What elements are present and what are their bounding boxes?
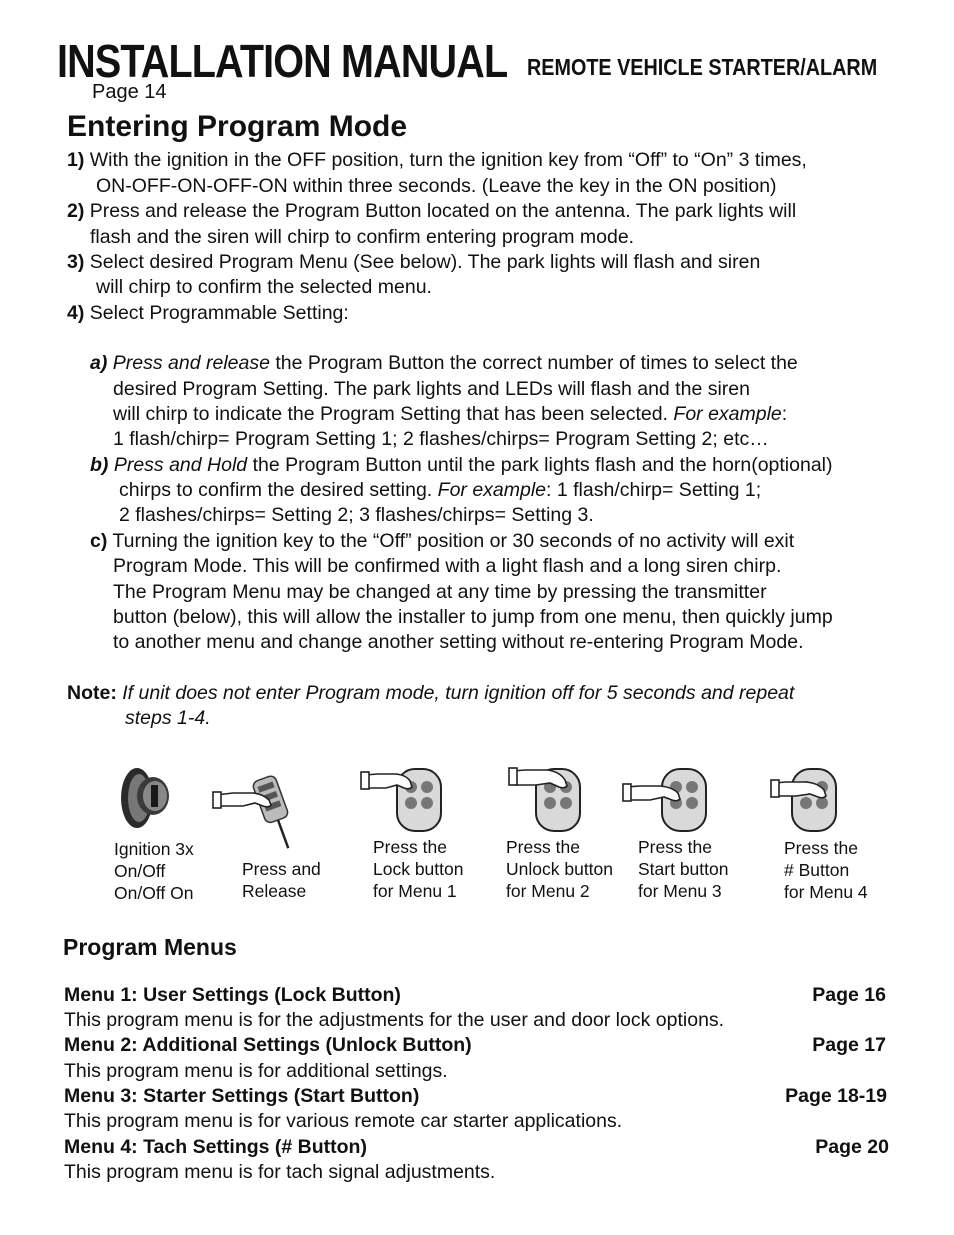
remote-hash-icon — [770, 765, 860, 833]
step-2-line-2: flash and the siren will chirp to confirm entering program mode. — [90, 226, 635, 248]
substep-b-line-3: 2 flashes/chirps= Setting 2; 3 flashes/chirps= Setting 3. — [119, 504, 594, 526]
step-4-line-1: 4) Select Programmable Setting: — [67, 302, 349, 324]
page-number: Page 14 — [92, 81, 167, 103]
ignition-key-icon — [115, 765, 175, 829]
substep-c-line-1: c) Turning the ignition key to the “Off” position or 30 seconds of no activity will exit — [90, 530, 795, 552]
step-2-line-1: 2) Press and release the Program Button located on the antenna. The park lights will — [67, 200, 797, 222]
menu-2-desc: This program menu is for additional settings. — [64, 1060, 448, 1082]
substep-a-line-3: will chirp to indicate the Program Setting that has been selected. For example: — [113, 403, 788, 425]
substep-a-line-4: 1 flash/chirp= Program Setting 1; 2 flashes/chirps= Program Setting 2; etc… — [113, 428, 769, 450]
step-1-line-1: 1) With the ignition in the OFF position, turn the ignition key from “Off” to “On” 3 times, — [67, 149, 807, 171]
caption-start: Press the Start button for Menu 3 — [638, 837, 729, 901]
menu-4-name: Menu 4: Tach Settings (# Button) — [64, 1136, 367, 1158]
substep-c-line-5: to another menu and change another setting without re-entering Program Mode. — [113, 631, 804, 653]
note-line-1: Note: If unit does not enter Program mode, turn ignition off for 5 seconds and repeat — [67, 682, 795, 704]
press-antenna-icon — [213, 773, 313, 855]
menu-1-desc: This program menu is for the adjustments for the user and door lock options. — [64, 1009, 725, 1031]
substep-c-line-2: Program Mode. This will be confirmed with a light flash and a long siren chirp. — [113, 555, 782, 577]
step-1-line-2: ON-OFF-ON-OFF-ON within three seconds. (Leave the key in the ON position) — [96, 175, 777, 197]
remote-start-icon — [622, 765, 712, 833]
menu-2-page: Page 17 — [812, 1034, 886, 1056]
caption-press-release: Press and Release — [242, 859, 321, 901]
program-menus-title: Program Menus — [63, 934, 237, 960]
menu-1-page: Page 16 — [812, 984, 886, 1006]
substep-c-line-4: button (below), this will allow the installer to jump from one menu, then quickly jump — [113, 606, 833, 628]
remote-unlock-icon — [508, 765, 598, 833]
substep-b-line-1: b) Press and Hold the Program Button until the park lights flash and the horn(optional) — [90, 454, 833, 476]
substep-c-line-3: The Program Menu may be changed at any time by pressing the transmitter — [113, 581, 767, 603]
menu-4-desc: This program menu is for tach signal adjustments. — [64, 1161, 496, 1183]
caption-hash: Press the # Button for Menu 4 — [784, 838, 868, 902]
menu-2-name: Menu 2: Additional Settings (Unlock Button) — [64, 1034, 472, 1056]
section-title: Entering Program Mode — [67, 110, 408, 143]
substep-a-line-2: desired Program Setting. The park lights and LEDs will flash and the siren — [113, 378, 750, 400]
menu-3-page: Page 18-19 — [785, 1085, 887, 1107]
manual-title: INSTALLATION MANUAL — [57, 35, 508, 87]
caption-unlock: Press the Unlock button for Menu 2 — [506, 837, 614, 901]
menu-3-desc: This program menu is for various remote car starter applications. — [64, 1110, 623, 1132]
step-3-line-1: 3) Select desired Program Menu (See below). The park lights will flash and siren — [67, 251, 761, 273]
note-line-2: steps 1-4. — [125, 707, 211, 729]
remote-lock-icon — [360, 765, 450, 833]
menu-1-name: Menu 1: User Settings (Lock Button) — [64, 984, 401, 1006]
substep-b-line-2: chirps to confirm the desired setting. For example: 1 flash/chirp= Setting 1; — [119, 479, 762, 501]
manual-subtitle: REMOTE VEHICLE STARTER/ALARM — [527, 54, 878, 80]
substep-a-line-1: a) Press and release the Program Button the correct number of times to select the — [90, 352, 798, 374]
menu-3-name: Menu 3: Starter Settings (Start Button) — [64, 1085, 420, 1107]
step-3-line-2: will chirp to confirm the selected menu. — [96, 276, 432, 298]
menu-4-page: Page 20 — [815, 1136, 889, 1158]
caption-ignition: Ignition 3x On/Off On/Off On — [114, 839, 194, 903]
caption-lock: Press the Lock button for Menu 1 — [373, 837, 464, 901]
